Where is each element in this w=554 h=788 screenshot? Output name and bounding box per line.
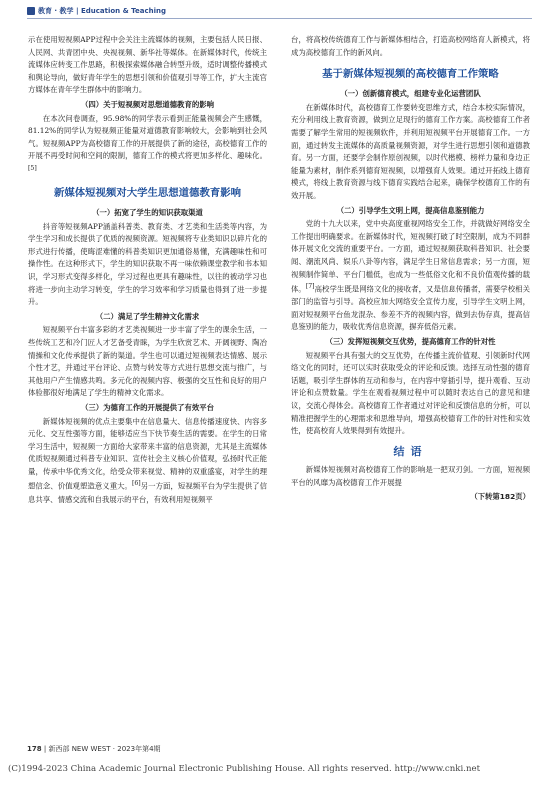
paragraph: 在新媒体时代，高校德育工作要转变思维方式，结合本校实际情况，充分利用线上教育资源，做到立足现行的德育工作方案。高校德育工作者需要了解学生常用的短视频软件，并利用短视频平台开展德育工作。一方面，通过转发主流媒体的高质量视频资源，对学生进行思想引领和道德教育。另一方面，还要学会制作原创视频，以时代楷模、榜样力量和身边正能量为素材，制作系列德育短视频，以增强育人效果。通过开拓线上德育模式，将线上教育资源与线下德育实践结合起来，确保学校德育工作的有效开展。 <box>291 102 530 200</box>
journal-logo-icon <box>27 7 35 15</box>
paragraph: 短视频平台丰富多彩的才艺类视频进一步丰富了学生的课余生活，一些传统工艺和冷门匠人才艺备受青睐，为学生欣赏艺术、开阔视野、陶冶情操和文化传承提供了新的渠道。学生也可以通过短视频表达情感、展示个性才艺，并通过平台评论、点赞与转发等方式进行思想交流与推广，与其他用户产生情感共鸣。多元化的视频内容、极强的交互性和良好的用户体验都很好地满足了学生的精神文化需求。 <box>28 325 267 398</box>
paragraph: 新媒体短视频的优点主要集中在信息量大、信息传播速度快、内容多元化、交互性强等方面，能够适应当下快节奏生活的需要。在学生的日常学习生活中，短视频一方面给大家带来丰富的信息资源，尤其是主流媒体优质短视频通过科普专业知识、宣传社会主义核心价值观，弘扬时代正能量，传承中华优秀文化，给受众带来视觉、精神的双重盛宴，对学生的理想信念、价值观塑造意义重大。[6]另一方面，短视频平台为学生提供了信息共享、情感交流和自我展示的平台，有效利用短视频平 <box>28 416 267 504</box>
header-divider <box>27 18 532 19</box>
subsection-heading: （二）引导学生文明上网，提高信息鉴别能力 <box>336 205 485 215</box>
subsection-heading: （一）拓宽了学生的知识获取渠道 <box>92 208 203 217</box>
section-title: 基于新媒体短视频的高校德育工作策略 <box>322 68 499 81</box>
subsection-heading: （三）发挥短视频交互优势，提高德育工作的针对性 <box>325 336 496 346</box>
subsection-heading: （三）为德育工作的开展提供了有效平台 <box>80 402 215 412</box>
copyright-line: (C)1994-2023 China Academic Journal Electronic Publishing House. All rights reserved. http://www.cnki.net <box>8 764 481 774</box>
citation-ref: [6] <box>131 480 141 488</box>
paragraph: 抖音等短视频APP涵盖科普类、教育类、才艺类和生活类等内容，为学生学习和成长提供了优质的视频资源。短视频将专业类知识以碎片化的形式进行传播，使晦涩难懂的科普类知识更加通俗易懂，充满趣味性和可操作性。在这种形式下，学生的知识获取不再一味依赖课堂教学和书本知识，学习形式变得多样化，学习过程也更具有趣味性，以往的被动学习也将进一步向主动学习转变，学生的学习效率和学习质量也得到了进一步提升。 <box>28 221 267 307</box>
paragraph: 台，将高校传统德育工作与新媒体相结合，打造高校网络育人新模式，将成为高校德育工作的新风向。 <box>291 35 530 57</box>
header-bar <box>27 6 166 16</box>
subsection-heading: （四）关于短视频对思想道德教育的影响 <box>80 99 215 109</box>
citation-ref: [5] <box>28 164 37 172</box>
subsection-heading: （二）满足了学生精神文化需求 <box>95 311 200 321</box>
continued-note: （下转第182页） <box>470 492 530 502</box>
section-title: 新媒体短视频对大学生思想道德教育影响 <box>53 187 242 199</box>
journal-brand: NEW WEST <box>71 745 111 753</box>
citation-ref: [7] <box>305 283 315 291</box>
journal-name: 新西部 <box>48 745 70 753</box>
right-column <box>291 34 530 504</box>
issue-label: 2023年第4期 <box>117 745 161 753</box>
paragraph: 党的十九大以来，党中央高度重视网络安全工作，并就做好网络安全工作提出明确要求。在新媒体时代，短视频打破了时空限制，成为不同群体开展文化交流的重要平台。一方面，通过短视频获取科普知识、社会要闻、潮流风尚、娱乐八卦等内容，满足学生日常信息需求；另一方面，短视频制作简单、平台门槛低，也成为一些低俗文化和不良价值观传播的载体。[7]高校学生既是网络文化的接收者，又是信息传播者，需要学校相关部门的监管与引导。高校应加大网络安全宣传力度，引导学生文明上网，面对短视频平台鱼龙混杂、参差不齐的视频内容，做到去伪存真，提高信息鉴别的能力，吸收优秀信息资源，摒弃低俗元素。 <box>291 219 530 332</box>
conclusion-title: 结语 <box>393 444 428 458</box>
paragraph: 示在使用短视频APP过程中会关注主流媒体的视频，主要包括人民日报、人民网、共青团中央、央视视频、新华社等媒体。在新媒体时代，传统主流媒体应转变工作思路，积极探索媒体融合转型升级，适时调整传播模式和舆论导向，做好青年学生的思想引领和价值观引导等工作，扩大主流官方媒体在青年学生群体中的影响力。 <box>28 35 267 95</box>
left-column <box>28 34 267 506</box>
paragraph: 短视频平台具有强大的交互优势，在传播主流价值观、引领新时代网络文化的同时，还可以实时获取受众的评论和反馈。选择互动性强的德育话题，吸引学生群体的互动和参与，在内容中穿插引导，提升观看、互动评论和点赞数量。学生在观看视频过程中可以随时表达自己的意见和建议，交流心得体会。高校德育工作者通过对评论和反馈信息的分析，可以精准把握学生的心理需求和思维导向，增强高校德育工作的针对性和实效性，使高校育人效果得到有效提升。 <box>291 350 530 436</box>
subsection-heading: （一）创新德育模式，组建专业化运营团队 <box>340 89 481 99</box>
paragraph: 新媒体短视频对高校德育工作的影响是一把双刃剑。一方面，短视频平台的风靡为高校德育工作开展提 <box>291 465 530 487</box>
page-number: 178 <box>27 745 42 753</box>
paragraph: 在本次问卷调查，95.98%的同学表示看到正能量视频会产生感慨，81.12%的同学认为短视频正能量对道德教育影响较大，会影响到社会风气。短视频APP为高校德育工作的开展提供了新的途径，高校德育工作的开展不再受时间和空间的限制，德育工作的模式将更加多样化、趣味化。[5] <box>28 113 267 172</box>
section-label: 教育 · 教学 | Education & Teaching <box>38 7 166 15</box>
page-footer: 178 | 新西部 NEW WEST · 2023年第4期 <box>27 745 161 753</box>
